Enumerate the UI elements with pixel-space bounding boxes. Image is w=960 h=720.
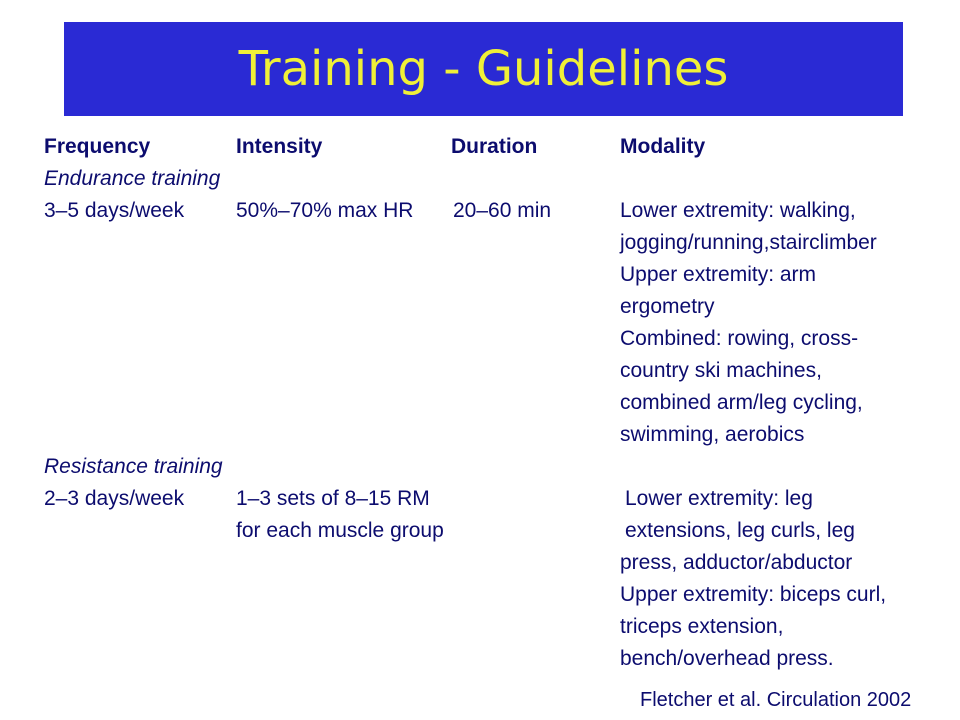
endurance-modality: [620, 195, 877, 451]
header-intensity: Intensity: [236, 135, 323, 158]
resistance-intensity-line: for each muscle group: [236, 519, 444, 542]
header-duration: Duration: [451, 135, 538, 158]
resistance-modality-line: Upper extremity: biceps curl,: [620, 583, 887, 606]
endurance-intensity: 50%–70% max HR: [236, 199, 414, 222]
endurance-modality-line: combined arm/leg cycling,: [620, 391, 863, 414]
resistance-modality-line: press, adductor/abductor: [620, 551, 853, 574]
title-bar: [64, 22, 903, 116]
resistance-modality: [620, 483, 886, 675]
resistance-modality-line: triceps extension,: [620, 615, 784, 638]
endurance-modality-line: ergometry: [620, 295, 715, 318]
endurance-frequency: 3–5 days/week: [44, 199, 185, 222]
endurance-modality-line: jogging/running,stairclimber: [620, 231, 877, 254]
resistance-intensity-line: 1–3 sets of 8–15 RM: [236, 487, 430, 510]
resistance-frequency: 2–3 days/week: [44, 487, 185, 510]
resistance-modality-line: Lower extremity: leg: [625, 487, 813, 510]
resistance-modality-line: bench/overhead press.: [620, 647, 834, 670]
endurance-duration: 20–60 min: [453, 199, 552, 222]
endurance-modality-line: swimming, aerobics: [620, 423, 805, 446]
resistance-modality-line: extensions, leg curls, leg: [625, 519, 855, 542]
endurance-section-label: Endurance training: [44, 167, 221, 190]
endurance-modality-line: Lower extremity: walking,: [620, 199, 856, 222]
header-frequency: Frequency: [44, 135, 151, 158]
citation: Fletcher et al. Circulation 2002: [640, 689, 912, 711]
endurance-modality-line: Upper extremity: arm: [620, 263, 817, 286]
endurance-modality-line: Combined: rowing, cross-: [620, 327, 859, 350]
resistance-section-label: Resistance training: [44, 455, 223, 478]
endurance-modality-line: country ski machines,: [620, 359, 822, 382]
header-modality: Modality: [620, 135, 706, 158]
slide-title: Training - Guidelines: [238, 41, 729, 97]
